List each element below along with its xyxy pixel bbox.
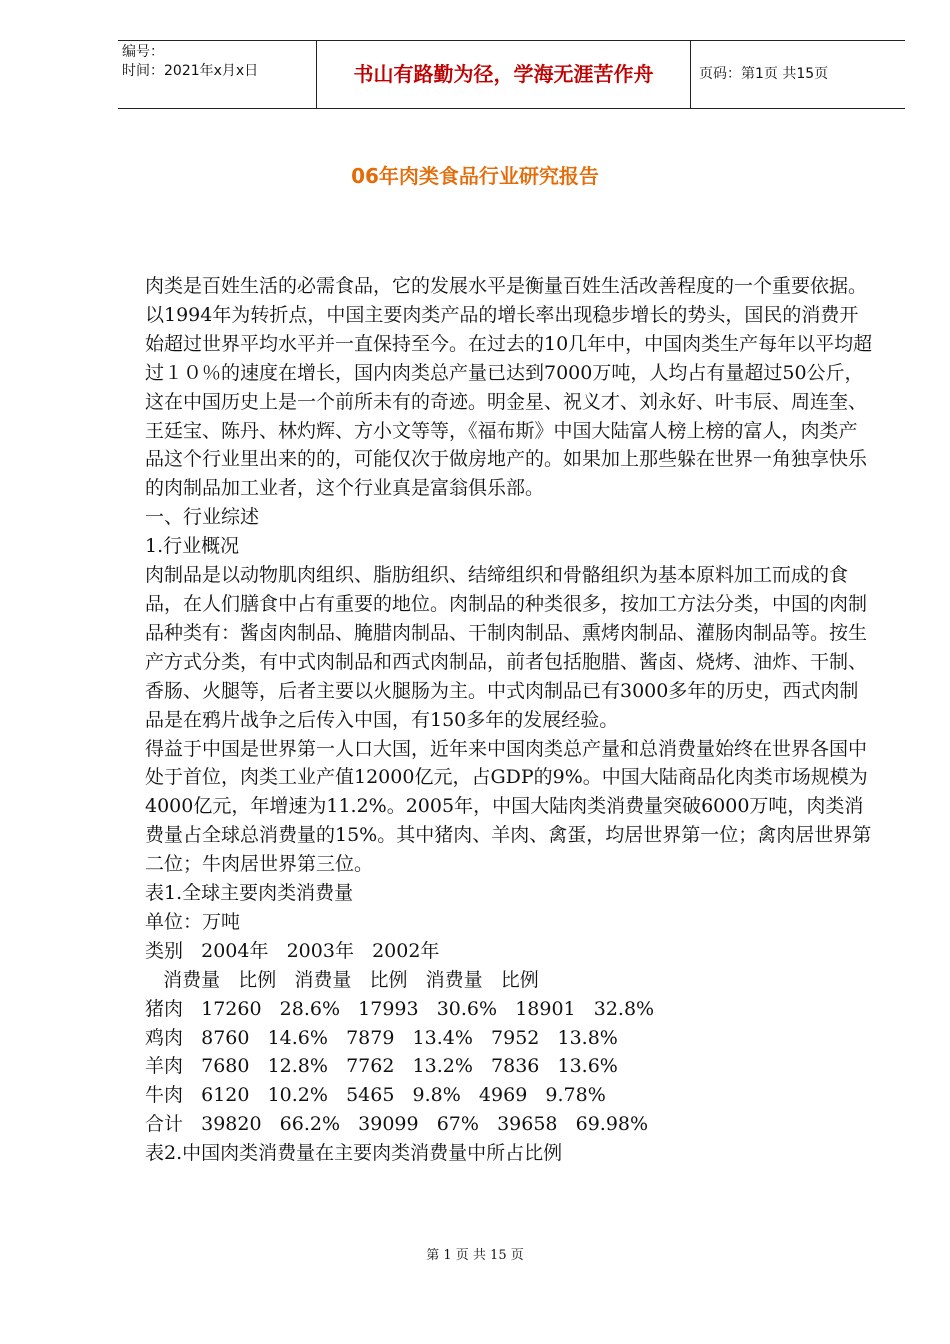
table1-unit: 单位：万吨 (145, 910, 241, 933)
header-table (118, 40, 905, 109)
page-footer: 第 1 页 共 15 页 (426, 1248, 524, 1263)
time-label: 时间：2021年x月x日 (122, 63, 259, 79)
section-heading: 一、行业综述 (145, 506, 260, 529)
number-label: 编号： (122, 44, 164, 60)
header-page-code: 页码：第1页 共15页 (699, 66, 829, 82)
table-row: 合计 39820 66.2% 39099 67% 39658 69.98% (145, 1113, 649, 1136)
table-row: 鸡肉 8760 14.6% 7879 13.4% 7952 13.8% (145, 1026, 618, 1049)
table2-caption: 表2.中国肉类消费量在主要肉类消费量中所占比例 (145, 1142, 563, 1165)
intro-paragraph: 肉类是百姓生活的必需食品，它的发展水平是衡量百姓生活改善程度的一个重要依据。以1994年为转折点，中国主要肉类产品的增长率出现稳步增长的势头，国民的消费开始超过世界平均水平并一直保持至今。在过去的10几年中，中国肉类生产每年以平均超过１０％的速度在增长，国内肉类总产量已达到7000万吨，人均占有量超过50公斤，这在中国历史上是一个前所未有的奇迹。明金星、祝义才、刘永好、叶韦辰、周连奎、王廷宝、陈丹、林灼辉、方小文等等，《福布斯》中国大陆富人榜上榜的富人，肉类产品这个行业里出来的的，可能仅次于做房地产的。如果加上那些躲在世界一角独享快乐的肉制品加工业者，这个行业真是富翁俱乐部。 (145, 275, 873, 500)
table-row: 猪肉 17260 28.6% 17993 30.6% 18901 32.8% (145, 997, 655, 1020)
subsection-heading: 1.行业概况 (145, 535, 240, 558)
table-row: 羊肉 7680 12.8% 7762 13.2% 7836 13.6% (145, 1055, 618, 1078)
document-title: 06年肉类食品行业研究报告 (351, 164, 599, 188)
table1-header-row: 类别 2004年 2003年 2002年 (145, 939, 440, 962)
body-paragraph: 肉制品是以动物肌肉组织、脂肪组织、结缔组织和骨骼组织为基本原料加工而成的食品，在人们膳食中占有重要的地位。肉制品的种类很多，按加工方法分类，中国的肉制品种类有：酱卤肉制品、腌腊肉制品、干制肉制品、熏烤肉制品、灌肠肉制品等。按生产方式分类，有中式肉制品和西式肉制品，前者包括胞腊、酱卤、烧烤、油炸、干制、香肠、火腿等，后者主要以火腿肠为主。中式肉制品已有3000多年的历史，西式肉制品是在鸦片战争之后传入中国，有150多年的发展经验。 (145, 564, 868, 731)
table1-caption: 表1.全球主要肉类消费量 (145, 882, 354, 905)
header-meta (118, 41, 316, 108)
body-paragraph: 得益于中国是世界第一人口大国，近年来中国肉类总产量和总消费量始终在世界各国中处于首位，肉类工业产值12000亿元，占GDP的9%。中国大陆商品化肉类市场规模为4000亿元，年增速为11.2%。2005年，中国大陆肉类消费量突破6000万吨，肉类消费量占全球总消费量的15%。其中猪肉、羊肉、禽蛋，均居世界第一位；禽肉居世界第二位；牛肉居世界第三位。 (145, 737, 872, 876)
document-body (145, 272, 875, 1168)
header-motto: 书山有路勤为径，学海无涯苦作舟 (316, 41, 691, 108)
table1-subheader-row: 消费量 比例 消费量 比例 消费量 比例 (145, 968, 539, 991)
table-row: 牛肉 6120 10.2% 5465 9.8% 4969 9.78% (145, 1084, 606, 1107)
